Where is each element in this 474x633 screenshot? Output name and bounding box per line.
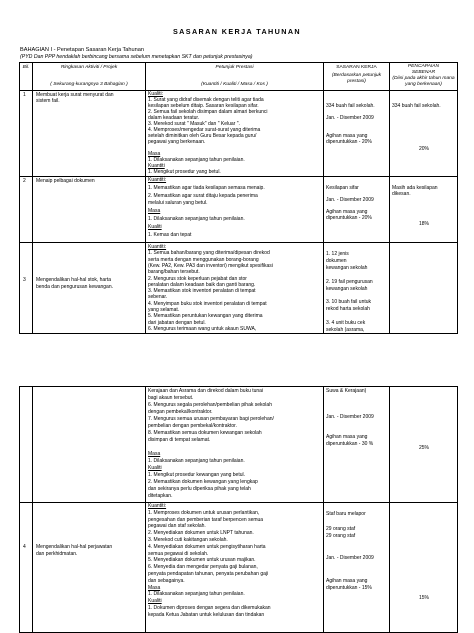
cell-line: diperuntukkan - 15% (326, 585, 372, 591)
cell-line: 1. Surat yang didraf disemak dengan teliti agar tiada (148, 97, 264, 103)
section-note: (PYD Dan PPP hendaklah berbincang bersama sebelum menetapkan SKT dan petunjuk prestasinya) (20, 54, 253, 60)
header-aktiviti: Ringkasan Aktiviti / Projek ( Sekurang-kurangnya 3 Bahagian ) (33, 63, 146, 91)
cell-line: ditetapkan. (148, 493, 173, 499)
cell-line: Kuantiti: (148, 503, 167, 509)
cell-line: pegawai yang berkenaan. (148, 139, 206, 145)
cell-line: (Kew. PA2, Kew. PA3 dan inventori) mengikut spesifikasi (148, 262, 273, 269)
table-row (20, 387, 458, 503)
cell-line: 1. Kemas dan tepat (148, 231, 192, 238)
cell-aktiviti: Mengendalikan hal-hal stok, harta benda dan pengurusan kewangan. (33, 243, 146, 334)
cell-pencapaian: 15% (390, 503, 458, 633)
cell-line: 3. Merekod surat " Masuk" dan " Keluar ". (148, 121, 240, 127)
cell-line: 334 buah fail sekolah. (326, 103, 375, 109)
cell-petunjuk (146, 387, 324, 503)
cell-line: diperuntukkan - 20% (326, 139, 372, 145)
cell-line: 4. Menyediakan dokumen untuk pengisytiharan harta (148, 543, 266, 550)
table-row (20, 503, 458, 633)
cell-aktiviti (33, 387, 146, 503)
cell-bil: 4 (20, 503, 33, 633)
cell-line: Agihan masa yang (326, 209, 368, 215)
cell-line: 29 orang staf (326, 533, 356, 540)
cell-line: 2. 19 fail pengurusan (326, 278, 373, 285)
cell-line: 29 orang staf (326, 525, 356, 532)
cell-line: Masa (148, 451, 161, 457)
cell-bil: 1 (20, 91, 33, 177)
cell-line: Agihan masa yang (326, 577, 368, 584)
cell-line: sebenar. (148, 294, 168, 301)
cell-line: Kualiti (148, 223, 162, 230)
cell-bil (20, 387, 33, 503)
cell-line: 1. Memproses dokumen untuk urusan perlantikan, (148, 509, 260, 516)
page-title: SASARAN KERJA TAHUNAN (172, 27, 302, 36)
cell-sasaran (324, 387, 390, 503)
cell-line: 8. Memastikan semua dokumen kewangan sekolah (148, 430, 262, 436)
header-pencapaian: PENCAPAIAN SEBENAR (Diisi pada akhir tahun mana yang berkenaan) (390, 63, 458, 91)
cell-line: dokumen (326, 257, 347, 264)
cell-pencapaian: 334 buah fail sekolah. 20% (390, 91, 458, 177)
cell-line: 1. Dilaksanakan sepanjang tahun penilaian. (148, 591, 245, 598)
cell-aktiviti: Membuat kerja surat menyurat dan sistem fail. (33, 91, 146, 177)
cell-line: 1. Dilaksanakan sepanjang tahun penilaian. (148, 157, 245, 163)
cell-line: Agihan masa yang (326, 133, 368, 139)
cell-line: dalam keadaan teratur. (148, 115, 200, 121)
cell-line: Kuantiti: (148, 244, 167, 250)
cell-line: bagi akaun tersebut. (148, 395, 194, 401)
cell-line: Suwa & Kerajaan) (326, 388, 367, 394)
cell-line: 6. Menyedia dan mengedar penyata gaji bulanan, (148, 564, 258, 571)
cell-line: 3. 4 unit buku cek (326, 320, 366, 326)
cell-line: dari jabatan dengan betul. (148, 319, 206, 326)
cell-bil: 3 (20, 243, 33, 334)
cell-line: 1. Semua bahan/barang yang diterima/dipesan direkod (148, 250, 270, 257)
cell-line: semua pegawai di sekolah. (148, 550, 209, 557)
header-sasaran: SASARAN KERJA (Berdasarkan petunjuk prestasi) (324, 63, 390, 91)
cell-line: kesilapan sebelum ditaip. Sasaran kesilapan sifar. (148, 103, 259, 109)
cell-bil: 2 (20, 177, 33, 243)
cell-line: Jan. - Disember 2009 (326, 414, 374, 421)
cell-line: 3. Merekod cuti kakitangan sekolah. (148, 537, 228, 543)
cell-line: 4. Menyimpan buku stok inventori peralatan di tempat (148, 300, 267, 307)
cell-line: 3. Memastikan stok inventori peralatan di tempat (148, 288, 256, 295)
cell-line: 6. Mengurus terimaan wang untuk akaun SUWA, (148, 325, 257, 332)
cell-line: kewangan sekolah (326, 285, 368, 292)
cell-line: 2. Memastikan dokumen kewangan yang lengkap (148, 479, 258, 485)
cell-line: serta merta dengan menggunakan borang-borang (148, 256, 259, 263)
skt-table-part2 (19, 386, 458, 633)
cell-line: penyata pendapatan tahunan, penyata perubahan gaji (148, 571, 269, 577)
section-heading: BAHAGIAN I - Penetapan Sasaran Kerja Tahunan (20, 47, 144, 53)
cell-sasaran (324, 243, 390, 334)
cell-line: Kualiti (148, 465, 162, 471)
cell-line: Kerajaan dan Asrama dan direkod dalam buku tunai (148, 388, 264, 394)
cell-line: pegawai dan staf sekolah. (148, 523, 206, 530)
cell-line: pembelian dengan pembekal/kontraktor. (148, 423, 237, 429)
cell-line: dan sekiranya perlu diperiksa pihak yang telah (148, 486, 251, 492)
cell-line: sekolah (asrama, (326, 326, 365, 333)
cell-line: Jan. - Disember 2009 (326, 115, 374, 121)
cell-line: setelah diminitkan oleh Guru Besar kepada guru/ (148, 133, 257, 139)
cell-petunjuk (146, 177, 324, 243)
cell-petunjuk (146, 503, 324, 633)
header-petunjuk: Petunjuk Prestasi (Kuantiti / Kualiti / Masa / Kos ) (146, 63, 324, 91)
cell-line: Kesilapan sifar (326, 185, 359, 191)
cell-line: disimpan di tempat selamat. (148, 437, 211, 443)
cell-line: Kuantiti: (148, 177, 167, 183)
cell-petunjuk (146, 91, 324, 177)
cell-line: diperuntukkan - 30 % (326, 440, 374, 447)
cell-aktiviti: Mengendalikan hal-hal perjawatan dan perkhidmatan. (33, 503, 146, 633)
cell-pencapaian: 25% (390, 387, 458, 503)
cell-sasaran (324, 177, 390, 243)
cell-line: diperuntukkan - 20% (326, 215, 372, 221)
table-row (20, 177, 458, 243)
cell-aktiviti: Menaip pelbagai dokumen (33, 177, 146, 243)
header-bil: Bil. (20, 63, 33, 91)
cell-line: 1. Dilaksanakan sepanjang tahun penilaian. (148, 458, 245, 464)
cell-line: rekod harta sekolah (326, 306, 370, 313)
table-header-row (20, 63, 458, 91)
cell-line: 1. Dokumen diproses dengan segera dan dikemukakan (148, 605, 271, 611)
cell-line: Kuantiti (148, 163, 165, 169)
cell-line: 1. Dilaksanakan sepanjang tahun penilaian. (148, 216, 245, 222)
cell-line: dengan pembekal/kontraktor. (148, 409, 213, 415)
cell-line: 7. Mengurus semua urusan pembayaran bagi perolehan/ (148, 416, 274, 422)
cell-line: Agihan masa yang (326, 434, 368, 441)
cell-line: dan sebagainya. (148, 577, 185, 584)
cell-line: 2. Mengurus stok keperluan pejabat dan stor (148, 275, 247, 282)
cell-sasaran (324, 91, 390, 177)
cell-line: 1. 12 jenis (326, 251, 349, 257)
cell-sasaran (324, 503, 390, 633)
cell-line: 2. Menyediakan dokumen untuk LNPT tahunan. (148, 530, 254, 537)
cell-line: 1. Memastikan agar tiada kesilapan semasa menaip. (148, 184, 265, 191)
cell-line: 1. Mengikut prosedur kewangan yang betul. (148, 472, 246, 478)
cell-line: Masa (148, 584, 161, 591)
cell-line: 5. Menyediakan dokumen untuk urusan majikan. (148, 557, 256, 564)
cell-line: Jan. - Disember 2009 (326, 197, 374, 203)
cell-line: peralatan dalam keadaan baik dan ganti barang. (148, 281, 256, 288)
cell-line: 2. Semua fail sekolah disimpan dalam almari berkunci (148, 109, 268, 115)
cell-line: barang/bahan tersebut. (148, 269, 200, 276)
cell-line: Kualiti (148, 598, 162, 605)
cell-pencapaian (390, 243, 458, 334)
cell-line: Masa (148, 208, 161, 215)
table-row (20, 91, 458, 177)
cell-line: kewangan sekolah (326, 264, 368, 271)
cell-line: 4. Memproses/mengedar surat-surat yang diterima (148, 127, 261, 133)
cell-line: Jan. - Disember 2009 (326, 555, 374, 562)
cell-line: 3. 10 buah fail untuk (326, 299, 372, 306)
cell-line: Kualiti: (148, 91, 164, 97)
cell-line: 2. Memastikan agar surat ditaju kepada penerima (148, 192, 258, 199)
cell-line: 6. Mengurus segala perolehan/pembelian pihak sekolah (148, 402, 272, 408)
cell-line: yang selamat. (148, 307, 180, 313)
cell-line: pengesahan dan pemberian taraf berpencen semua (148, 516, 264, 523)
skt-table-part1 (19, 62, 458, 334)
cell-line: 5. Memastikan peruntukan kewangan yang diterima (148, 313, 263, 320)
table-row (20, 243, 458, 334)
cell-pencapaian: Masih ada kesilapan dikesan. 18% (390, 177, 458, 243)
cell-line: kepada Ketua Jabatan untuk kelulusan dan tindakan (148, 611, 265, 618)
cell-line: Masa (148, 151, 161, 157)
cell-line: melalui saluran yang betul. (148, 200, 208, 207)
cell-line: Staf baru melapor (326, 511, 366, 517)
cell-petunjuk (146, 243, 324, 334)
cell-line: 1. Mengikut prosedur yang betul. (148, 169, 221, 175)
